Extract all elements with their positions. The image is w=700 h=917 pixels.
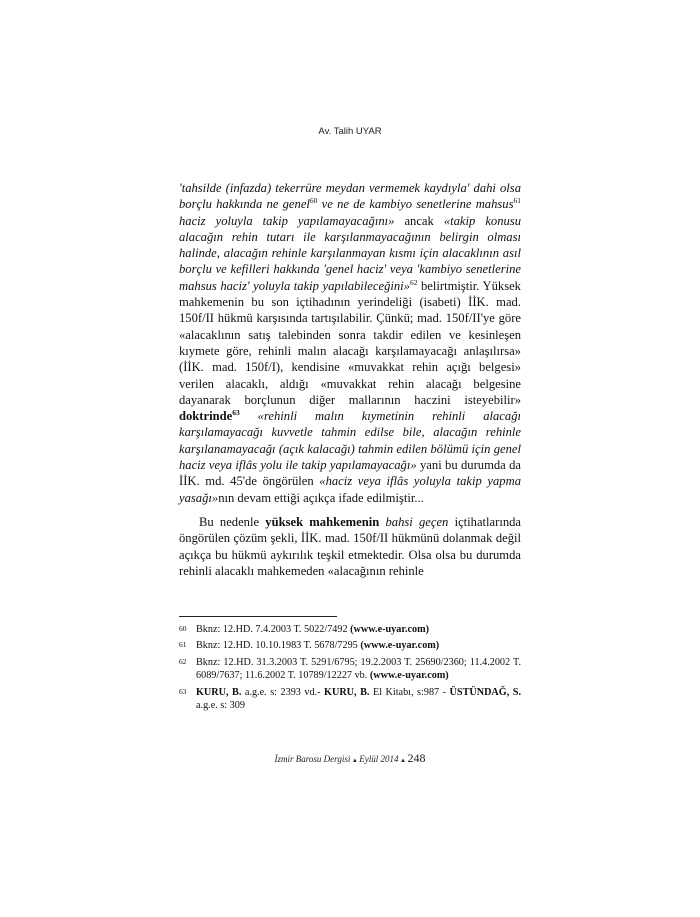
page-number: 248 [407,751,426,765]
p1-italic-1: 'tahsilde (infazda) tekerrüre meydan vermemek kaydıyla' dahi olsa borçlu hakkında ne genel [179,181,521,212]
footnote-63 [179,686,521,713]
footnote-link[interactable]: (www.e-uyar.com) [350,624,429,635]
p1-italic-6: «haciz veya iflâs yoluyla takip yapma yasağı» [179,474,521,505]
footnote-citation: Bknz: 12.HD. 10.10.1983 T. 5678/7295 [196,640,361,652]
footnote-number: 60 [179,624,187,633]
footnotes [179,623,521,715]
footnote-author-3: ÜSTÜNDAĞ, S. [449,686,521,698]
footnote-citation: Bknz: 12.HD. 7.4.2003 T. 5022/7492 [196,624,351,635]
footer-date: Eylül 2014 [359,754,399,764]
footnote-citation: Bknz: 12.HD. 31.3.2003 T. 5291/6795; 19.2.2003 T. 25690/2360; 11.4.2002 T. 6089/7637; 11.6.2002 T. 10789/12227 vb. [196,656,521,682]
p1-text-3: yani bu durumda da İİK. md. 45'de öngörülen [179,458,521,489]
footnote-link[interactable]: (www.e-uyar.com) [360,640,440,652]
footnote-text [196,686,521,713]
footnote-ref-63[interactable]: 63 [232,407,240,417]
footnote-ref-60[interactable]: 60 [309,196,318,206]
footnote-number: 63 [179,686,187,696]
header-author: Av. Talih UYAR [318,126,382,137]
footnote-citation-2: El Kitabı, s:987 - [369,686,450,698]
footnote-link[interactable]: (www.e-uyar.com) [369,670,449,682]
p1-italic-2: ve ne de kambiyo senetlerine mahsus [317,197,514,212]
footnote-text [196,656,521,683]
running-header [0,126,700,137]
footnote-author-2: KURU, B. [324,686,370,698]
footnote-author-1: KURU, B. [196,686,242,698]
footnote-number: 61 [179,640,187,650]
footnote-ref-61[interactable]: 61 [513,196,521,206]
paragraph-2 [179,514,521,579]
p2-bold-1: yüksek mahkemenin [265,514,380,529]
footer-separator-icon: ▲ [350,758,360,764]
p1-bold-1: doktrinde [179,409,233,424]
footnote-60 [179,623,521,636]
p1-italic-3: haciz yoluyla takip yapılamayacağını» [179,213,395,228]
footnote-separator [179,616,337,617]
p1-italic-4: «takip konusu alacağın rehin tutarı ile karşılanmayacağının belirgin olması halinde, alacağın rehinle karşılanmayan kısmı için alacaklının asıl borçlu ve kefilleri hakkında 'genel haciz' veya 'kambiyo senetlerine mahsus haciz' yoluyla takip yapılabileceğini» [179,213,522,293]
footnote-61 [179,639,521,652]
running-footer [0,751,700,766]
body-text [179,180,521,579]
p2-text-1: Bu nedenle [199,514,266,529]
footnote-number: 62 [179,656,187,666]
p1-italic-5: «rehinli malın kıymetinin rehinli alacağı karşılamayacağı kuvvetle tahmin edilse bile, alacağın rehinle karşılanamayacağı (açık kalacağı) tahmin edilen bölümü için genel haciz veya iflâs yolu ile takip yapılamayacağı» [179,409,521,473]
p2-text-2: içtihatlarında öngörülen çözüm şekli, İİK. mad. 150f/II hükmünü dolanmak değil açıkça bu hükmü aykırılık teşkil etmektedir. Olsa olsa bu durumda rehinli alacaklı mahkemeden «alacağının rehinle [179,514,522,578]
paragraph-1 [179,180,521,506]
footnote-62 [179,656,521,683]
footnote-text [196,639,521,652]
footer-separator-icon: ▲ [398,758,408,764]
footnote-citation-3: a.g.e. s: 309 [196,700,245,712]
p1-text-1: ancak [394,213,444,228]
p1-text-4: nın devam ettiği açıkça ifade edilmiştir... [218,490,424,505]
footer-journal: İzmir Barosu Dergisi [274,754,351,764]
footnote-citation-1: a.g.e. s: 2393 vd.- [241,686,325,698]
footnote-ref-62[interactable]: 62 [409,277,418,287]
p1-space [240,409,258,423]
p2-italic-1: bahsi geçen [385,514,449,529]
p1-text-2: belirtmiştir. Yüksek mahkemenin bu son içtihadının yerindeliği (isabeti) İİK. mad. 150f/II hükmü karşısında tartışılabilir. Çünkü; mad. 150f/II'ye göre «alacaklının satış talebinden sonra takdir edilen ve kesinleşen kıymete göre, rehinli malın alacağı karşılamayacağı anlaşılırsa» (İİK. mad. 150f/I), kendisine «muvakkat rehin açığı belgesi» verilen alacaklı, aldığı «muvakkat rehin alacağı belgesine dayanarak borçlunun diğer mallarının haczini isteyebilir» [179,278,521,407]
footnote-text [196,623,521,636]
